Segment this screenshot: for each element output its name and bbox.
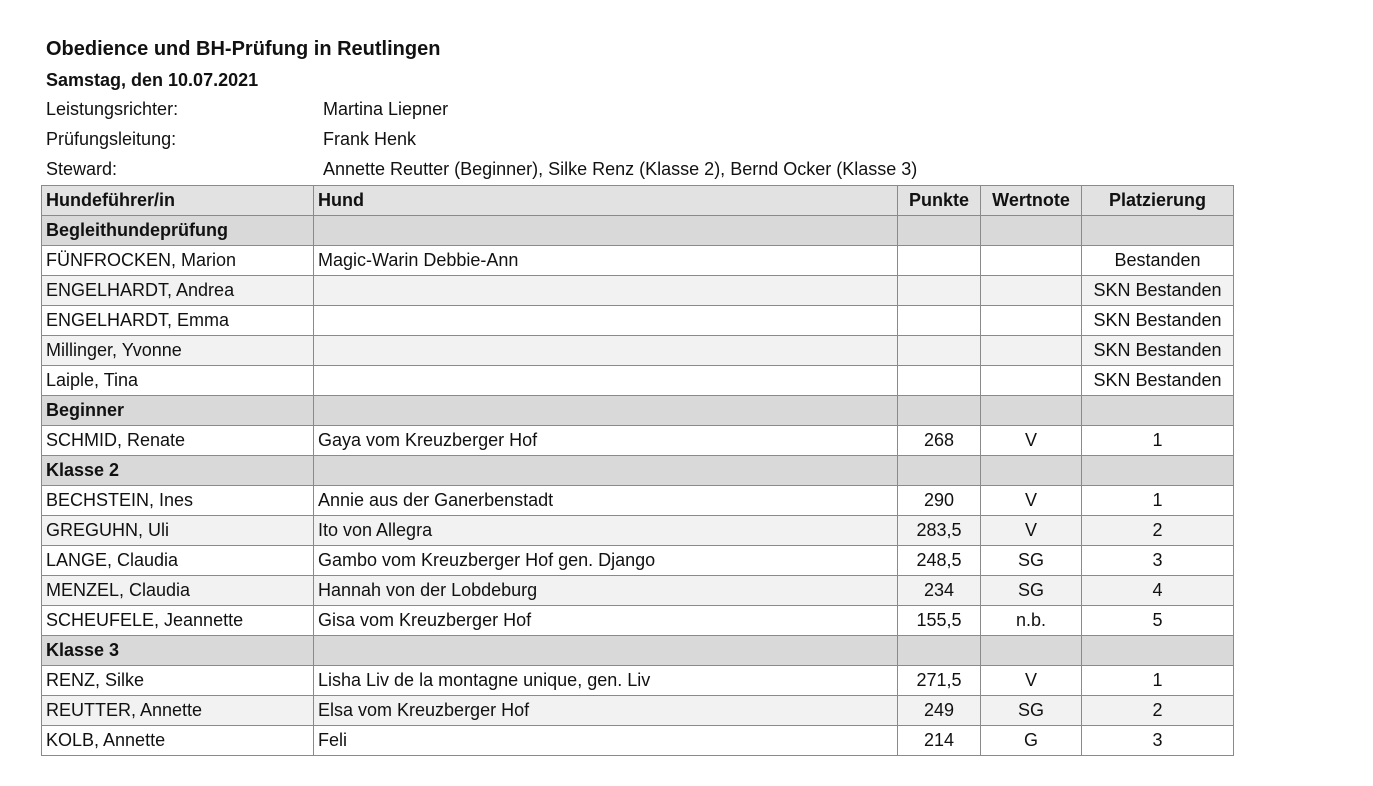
cell-handler: Laiple, Tina bbox=[42, 366, 314, 396]
table-row bbox=[42, 666, 1234, 696]
table-row bbox=[42, 336, 1234, 366]
cell-grade: V bbox=[981, 486, 1082, 516]
meta-value: Frank Henk bbox=[323, 129, 417, 149]
section-empty-cell bbox=[1082, 396, 1234, 426]
section-empty-cell bbox=[1082, 456, 1234, 486]
cell-placement: 3 bbox=[1082, 726, 1234, 756]
cell-grade bbox=[981, 246, 1082, 276]
cell-dog: Gambo vom Kreuzberger Hof gen. Django bbox=[314, 546, 898, 576]
cell-grade: SG bbox=[981, 546, 1082, 576]
document-date: Samstag, den 10.07.2021 bbox=[46, 70, 259, 90]
cell-grade: V bbox=[981, 666, 1082, 696]
section-empty-cell bbox=[314, 396, 898, 426]
cell-handler: KOLB, Annette bbox=[42, 726, 314, 756]
cell-placement: 5 bbox=[1082, 606, 1234, 636]
section-row bbox=[42, 636, 1234, 666]
cell-dog bbox=[314, 366, 898, 396]
cell-grade: G bbox=[981, 726, 1082, 756]
cell-handler: ENGELHARDT, Emma bbox=[42, 306, 314, 336]
cell-grade: V bbox=[981, 426, 1082, 456]
cell-points: 268 bbox=[898, 426, 981, 456]
cell-points: 234 bbox=[898, 576, 981, 606]
cell-points bbox=[898, 246, 981, 276]
section-empty-cell bbox=[1082, 216, 1234, 246]
cell-points: 283,5 bbox=[898, 516, 981, 546]
section-empty-cell bbox=[898, 396, 981, 426]
table-row bbox=[42, 486, 1234, 516]
cell-grade: SG bbox=[981, 696, 1082, 726]
table-row bbox=[42, 246, 1234, 276]
section-name: Begleithundeprüfung bbox=[42, 216, 314, 246]
meta-label: Prüfungsleitung: bbox=[46, 129, 177, 149]
meta-value: Martina Liepner bbox=[323, 99, 449, 119]
table-row bbox=[42, 306, 1234, 336]
table-row bbox=[42, 606, 1234, 636]
cell-dog bbox=[314, 276, 898, 306]
table-row bbox=[42, 726, 1234, 756]
meta-value: Annette Reutter (Beginner), Silke Renz (Klasse 2), Bernd Ocker (Klasse 3) bbox=[323, 159, 918, 179]
header-points: Punkte bbox=[898, 186, 981, 216]
cell-points bbox=[898, 366, 981, 396]
section-empty-cell bbox=[898, 456, 981, 486]
table-row bbox=[42, 276, 1234, 306]
table-row bbox=[42, 426, 1234, 456]
cell-points: 249 bbox=[898, 696, 981, 726]
section-empty-cell bbox=[1082, 636, 1234, 666]
document-title: Obedience und BH-Prüfung in Reutlingen bbox=[46, 38, 441, 60]
section-name: Klasse 2 bbox=[42, 456, 314, 486]
section-empty-cell bbox=[981, 456, 1082, 486]
cell-points: 155,5 bbox=[898, 606, 981, 636]
header-handler: Hundeführer/in bbox=[42, 186, 314, 216]
cell-handler: SCHEUFELE, Jeannette bbox=[42, 606, 314, 636]
cell-placement: SKN Bestanden bbox=[1082, 276, 1234, 306]
section-empty-cell bbox=[981, 216, 1082, 246]
cell-points bbox=[898, 306, 981, 336]
section-row bbox=[42, 216, 1234, 246]
cell-points: 214 bbox=[898, 726, 981, 756]
cell-handler: REUTTER, Annette bbox=[42, 696, 314, 726]
section-row bbox=[42, 396, 1234, 426]
section-empty-cell bbox=[314, 216, 898, 246]
section-empty-cell bbox=[981, 396, 1082, 426]
cell-dog: Hannah von der Lobdeburg bbox=[314, 576, 898, 606]
cell-placement: 2 bbox=[1082, 696, 1234, 726]
header-placement: Platzierung bbox=[1082, 186, 1234, 216]
section-empty-cell bbox=[981, 636, 1082, 666]
section-empty-cell bbox=[314, 636, 898, 666]
cell-dog: Gisa vom Kreuzberger Hof bbox=[314, 606, 898, 636]
header-dog: Hund bbox=[314, 186, 898, 216]
cell-dog bbox=[314, 306, 898, 336]
cell-dog bbox=[314, 336, 898, 366]
cell-placement: 3 bbox=[1082, 546, 1234, 576]
cell-placement: 1 bbox=[1082, 666, 1234, 696]
cell-placement: 4 bbox=[1082, 576, 1234, 606]
results-table bbox=[41, 185, 1234, 756]
cell-placement: Bestanden bbox=[1082, 246, 1234, 276]
cell-grade bbox=[981, 306, 1082, 336]
table-row bbox=[42, 696, 1234, 726]
cell-handler: RENZ, Silke bbox=[42, 666, 314, 696]
cell-grade bbox=[981, 336, 1082, 366]
cell-points: 271,5 bbox=[898, 666, 981, 696]
table-row bbox=[42, 366, 1234, 396]
cell-placement: 1 bbox=[1082, 486, 1234, 516]
cell-handler: GREGUHN, Uli bbox=[42, 516, 314, 546]
cell-placement: SKN Bestanden bbox=[1082, 336, 1234, 366]
meta-label: Steward: bbox=[46, 159, 118, 179]
table-body bbox=[42, 216, 1234, 756]
cell-dog: Elsa vom Kreuzberger Hof bbox=[314, 696, 898, 726]
cell-grade: V bbox=[981, 516, 1082, 546]
table-header-row bbox=[42, 186, 1234, 216]
section-row bbox=[42, 456, 1234, 486]
cell-points bbox=[898, 336, 981, 366]
cell-dog: Ito von Allegra bbox=[314, 516, 898, 546]
cell-grade: n.b. bbox=[981, 606, 1082, 636]
cell-placement: 2 bbox=[1082, 516, 1234, 546]
cell-points: 248,5 bbox=[898, 546, 981, 576]
cell-points bbox=[898, 276, 981, 306]
cell-handler: BECHSTEIN, Ines bbox=[42, 486, 314, 516]
cell-placement: SKN Bestanden bbox=[1082, 306, 1234, 336]
cell-handler: LANGE, Claudia bbox=[42, 546, 314, 576]
section-name: Beginner bbox=[42, 396, 314, 426]
section-empty-cell bbox=[314, 456, 898, 486]
table-row bbox=[42, 576, 1234, 606]
cell-points: 290 bbox=[898, 486, 981, 516]
section-name: Klasse 3 bbox=[42, 636, 314, 666]
section-empty-cell bbox=[898, 216, 981, 246]
cell-handler: Millinger, Yvonne bbox=[42, 336, 314, 366]
cell-grade bbox=[981, 366, 1082, 396]
cell-handler: FÜNFROCKEN, Marion bbox=[42, 246, 314, 276]
cell-grade: SG bbox=[981, 576, 1082, 606]
table-row bbox=[42, 546, 1234, 576]
cell-dog: Magic-Warin Debbie-Ann bbox=[314, 246, 898, 276]
cell-placement: SKN Bestanden bbox=[1082, 366, 1234, 396]
header-grade: Wertnote bbox=[981, 186, 1082, 216]
section-empty-cell bbox=[898, 636, 981, 666]
cell-handler: MENZEL, Claudia bbox=[42, 576, 314, 606]
cell-handler: SCHMID, Renate bbox=[42, 426, 314, 456]
table-row bbox=[42, 516, 1234, 546]
meta-label: Leistungsrichter: bbox=[46, 99, 179, 119]
cell-dog: Annie aus der Ganerbenstadt bbox=[314, 486, 898, 516]
cell-placement: 1 bbox=[1082, 426, 1234, 456]
cell-handler: ENGELHARDT, Andrea bbox=[42, 276, 314, 306]
cell-dog: Feli bbox=[314, 726, 898, 756]
cell-dog: Gaya vom Kreuzberger Hof bbox=[314, 426, 898, 456]
cell-grade bbox=[981, 276, 1082, 306]
cell-dog: Lisha Liv de la montagne unique, gen. Liv bbox=[314, 666, 898, 696]
